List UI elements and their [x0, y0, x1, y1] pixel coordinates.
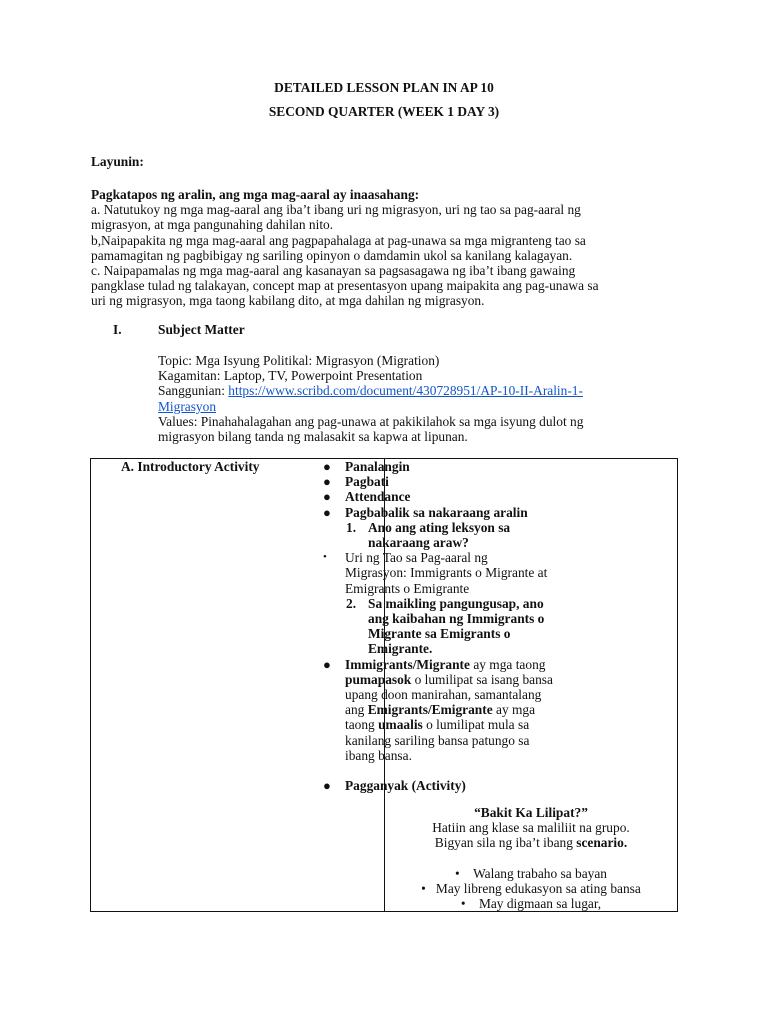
values-line: Values: Pinahahalagahan ang pag-unawa at pakikilahok sa mga isyung dulot ng	[158, 413, 584, 429]
objective-b-line: b,Naipapakita ng mga mag-aaral ang pagpapahalaga at pag-unawa sa mga migranteng tao sa	[91, 232, 586, 248]
subject-matter-block	[158, 353, 678, 444]
topic-line: Topic: Mga Isyung Politikal: Migrasyon (Migration)	[158, 353, 440, 368]
list-item-continued: Emigrants o Emigrante	[345, 580, 470, 596]
question-item-continued: Emigrante.	[368, 641, 433, 657]
list-item-continued: ibang bansa.	[345, 747, 412, 763]
bullet-icon: ●	[323, 504, 331, 520]
question-item: 2. Sa maikling pangungusap, ano	[346, 595, 544, 611]
reference-link[interactable]: https://www.scribd.com/document/430728951/AP-10-II-Aralin-1-	[228, 383, 583, 399]
bullet-icon: ●	[323, 489, 331, 505]
list-item: ● Pagganyak (Activity)	[323, 778, 466, 794]
question-item-continued: ang kaibahan ng Immigrants o	[368, 611, 545, 627]
objective-c-line: uri ng migrasyon, mga taong kabilang dito, at mga dahilan ng migrasyon.	[91, 293, 485, 309]
list-item-continued: taong umaalis o lumilipat mula sa	[345, 717, 530, 733]
objective-c-line: c. Naipapamalas ng mga mag-aaral ang kasanayan sa pagsasagawa ng iba’t ibang gawaing	[91, 263, 576, 279]
objectives-heading: Layunin:	[91, 154, 144, 169]
activity-title: “Bakit Ka Lilipat?”	[474, 805, 588, 820]
activity-instruction: Hatiin ang klase sa maliliit na grupo.	[432, 820, 630, 836]
reference-label: Sanggunian:	[158, 383, 229, 399]
list-item: • Uri ng Tao sa Pag-aaral ng	[323, 550, 488, 566]
question-item-continued: Migrante sa Emigrants o	[368, 626, 511, 642]
reference-link-continued[interactable]: Migrasyon	[158, 398, 217, 414]
bullet-icon: •	[455, 865, 474, 881]
objective-b-line: pamamagitan ng pagbibigay ng sariling opinyon o damdamin ukol sa kanilang kalagayan.	[91, 247, 573, 263]
subject-matter-heading: Subject Matter	[158, 322, 245, 337]
scenario-item: • May digmaan sa lugar,	[460, 896, 602, 912]
bullet-icon: ●	[323, 656, 331, 672]
materials-line: Kagamitan: Laptop, TV, Powerpoint Presentation	[158, 368, 423, 384]
section-numeral: I.	[113, 322, 122, 337]
activity-instruction: Bigyan sila ng iba’t ibang scenario.	[434, 835, 628, 851]
bullet-icon: •	[460, 896, 479, 912]
list-item: ● Immigrants/Migrante ay mga taong	[323, 656, 546, 672]
bullet-icon: ●	[323, 459, 331, 474]
list-item-continued: upang doon manirahan, samantalang	[345, 687, 542, 703]
list-item: ● Pagbati	[323, 474, 389, 490]
list-item: ● Pagbabalik sa nakaraang aralin	[323, 504, 528, 520]
reference-line-2	[158, 399, 678, 414]
reference-line	[158, 383, 678, 398]
activity-block	[384, 805, 678, 911]
values-line: migrasyon bilang tanda ng malasakit sa kapwa at lipunan.	[158, 429, 468, 445]
list-item-continued: ang Emigrants/Emigrante ay mga	[345, 702, 536, 718]
document-title: DETAILED LESSON PLAN IN AP 10	[274, 80, 494, 95]
bullet-icon: ●	[323, 778, 331, 794]
list-item-continued: pumapasok o lumilipat sa isang bansa	[345, 671, 553, 687]
bullet-icon: ●	[323, 474, 331, 490]
list-item: ● Panalangin	[323, 459, 410, 474]
bullet-icon: •	[421, 880, 436, 896]
scenario-item: • Walang trabaho sa bayan	[455, 865, 607, 881]
objective-c-line: pangklase tulad ng talakayan, concept map at presentasyon upang maipakita ang pag-unawa sa	[91, 278, 599, 294]
objectives-intro: Pagkatapos ng aralin, ang mga mag-aaral ay inaasahang:	[91, 187, 420, 202]
list-item: ● Attendance	[323, 489, 411, 505]
introductory-activity-label: A. Introductory Activity	[121, 459, 260, 474]
question-item-continued: nakaraang araw?	[368, 535, 469, 551]
objective-a-line: a. Natutukoy ng mga mag-aaral ang iba’t ibang uri ng migrasyon, uri ng tao sa pag-aaral ng	[91, 202, 581, 218]
objectives-block	[91, 187, 681, 309]
bullet-icon: •	[323, 551, 327, 564]
list-item-continued: Migrasyon: Immigrants o Migrante at	[345, 565, 548, 581]
document-subtitle: SECOND QUARTER (WEEK 1 DAY 3)	[268, 104, 500, 119]
scenario-item: • May libreng edukasyon sa ating bansa	[421, 880, 641, 896]
activity-content	[323, 459, 585, 794]
list-item-continued: kanilang sariling bansa patungo sa	[345, 732, 530, 748]
objective-a-line: migrasyon, at mga pangunahing dahilan nito.	[91, 217, 334, 233]
question-item: 1. Ano ang ating leksyon sa	[346, 519, 511, 535]
